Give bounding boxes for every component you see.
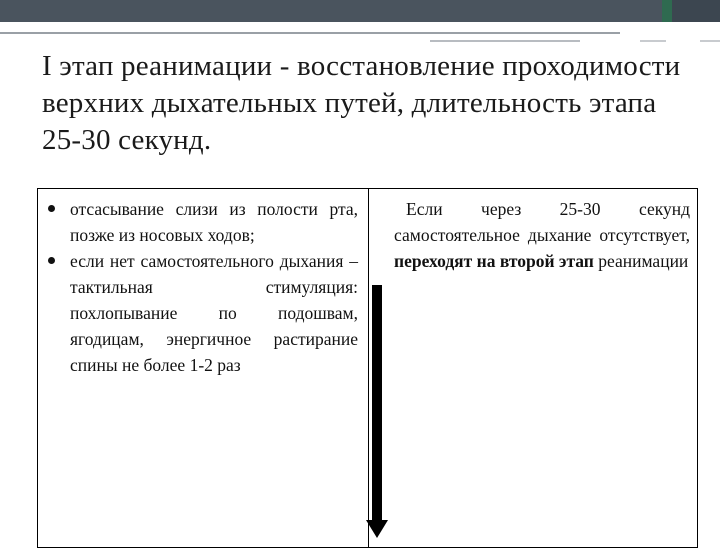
list-item xyxy=(70,248,358,378)
list-item-text: отсасывание слизи из полости рта, позже из носовых ходов; xyxy=(70,199,358,245)
decor-line xyxy=(700,40,720,42)
note-end: реанимации xyxy=(598,251,689,271)
top-bar xyxy=(0,0,662,22)
right-column xyxy=(394,196,690,274)
top-bar-end xyxy=(672,0,720,22)
content-table xyxy=(37,188,698,548)
slide-title: I этап реанимации - восстановление проходимости верхних дыхательных путей, длительность этапа 25-30 секунд. xyxy=(42,50,681,156)
transition-note xyxy=(394,196,690,274)
note-emphasis: переходят на второй этап xyxy=(394,251,594,271)
down-arrow-head-icon xyxy=(366,520,388,538)
down-arrow-icon xyxy=(372,285,382,523)
decor-line xyxy=(640,40,666,42)
column-divider xyxy=(368,189,369,547)
bullet-icon xyxy=(48,205,55,212)
top-bar-accent xyxy=(662,0,672,22)
list-item xyxy=(70,196,358,248)
action-list xyxy=(46,196,358,378)
decor-line xyxy=(430,40,580,42)
list-item-text: если нет самостоятельного дыхания – тактильная стимуляция: похлопывание по подошвам, ягодицам, энергичное растирание спины не более 1-2 раз xyxy=(70,251,358,375)
decor-line xyxy=(0,32,620,34)
bullet-icon xyxy=(48,257,55,264)
left-column xyxy=(46,196,358,378)
note-text: Если через 25-30 секунд самостоятельное дыхание отсутствует, xyxy=(394,199,690,245)
